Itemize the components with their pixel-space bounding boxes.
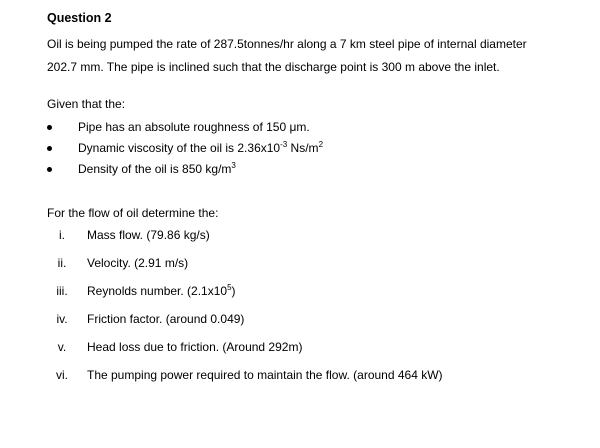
part-text: Head loss due to friction. (Around 292m) xyxy=(87,340,303,354)
bullet-icon xyxy=(47,125,52,130)
part-text: Friction factor. (around 0.049) xyxy=(87,312,245,326)
part-text: Velocity. (2.91 m/s) xyxy=(87,256,189,270)
given-item-viscosity xyxy=(47,139,323,160)
given-item-text: Pipe has an absolute roughness of 150 μm. xyxy=(78,120,310,134)
superscript: 3 xyxy=(231,161,236,170)
superscript: -3 xyxy=(280,140,288,149)
part-number: i. xyxy=(59,228,65,242)
intro-line-2: 202.7 mm. The pipe is inclined such that the discharge point is 300 m above the inlet. xyxy=(47,60,500,74)
question-title: Question 2 xyxy=(47,11,112,25)
superscript: 2 xyxy=(318,140,324,149)
given-label: Given that the: xyxy=(47,97,126,111)
given-item-density xyxy=(47,160,323,181)
part-text-main: Reynolds number. (2.1x10 xyxy=(87,284,228,298)
bullet-icon xyxy=(47,146,52,151)
bullet-icon xyxy=(47,167,52,172)
part-number: iv. xyxy=(56,312,68,326)
question-intro xyxy=(47,33,577,79)
part-text xyxy=(87,282,236,300)
superscript: 5 xyxy=(227,283,232,292)
intro-line-1: Oil is being pumped the rate of 287.5tonnes/hr along a 7 km steel pipe of internal diameter xyxy=(47,37,527,51)
part-number: v. xyxy=(57,340,67,354)
flow-label: For the flow of oil determine the: xyxy=(47,206,219,220)
part-text: The pumping power required to maintain the flow. (around 464 kW) xyxy=(87,368,443,382)
part-text: Mass flow. (79.86 kg/s) xyxy=(87,228,210,242)
part-number: ii. xyxy=(57,256,67,270)
given-item-text: Density of the oil is 850 kg/m xyxy=(78,162,232,176)
given-item-roughness xyxy=(47,118,323,139)
given-item-unit: Ns/m xyxy=(287,141,319,155)
part-number: iii. xyxy=(56,284,68,298)
given-item-text: Dynamic viscosity of the oil is 2.36x10 xyxy=(78,141,281,155)
part-text-close: ) xyxy=(231,284,236,298)
given-list xyxy=(47,118,323,181)
part-number: vi. xyxy=(56,368,68,382)
